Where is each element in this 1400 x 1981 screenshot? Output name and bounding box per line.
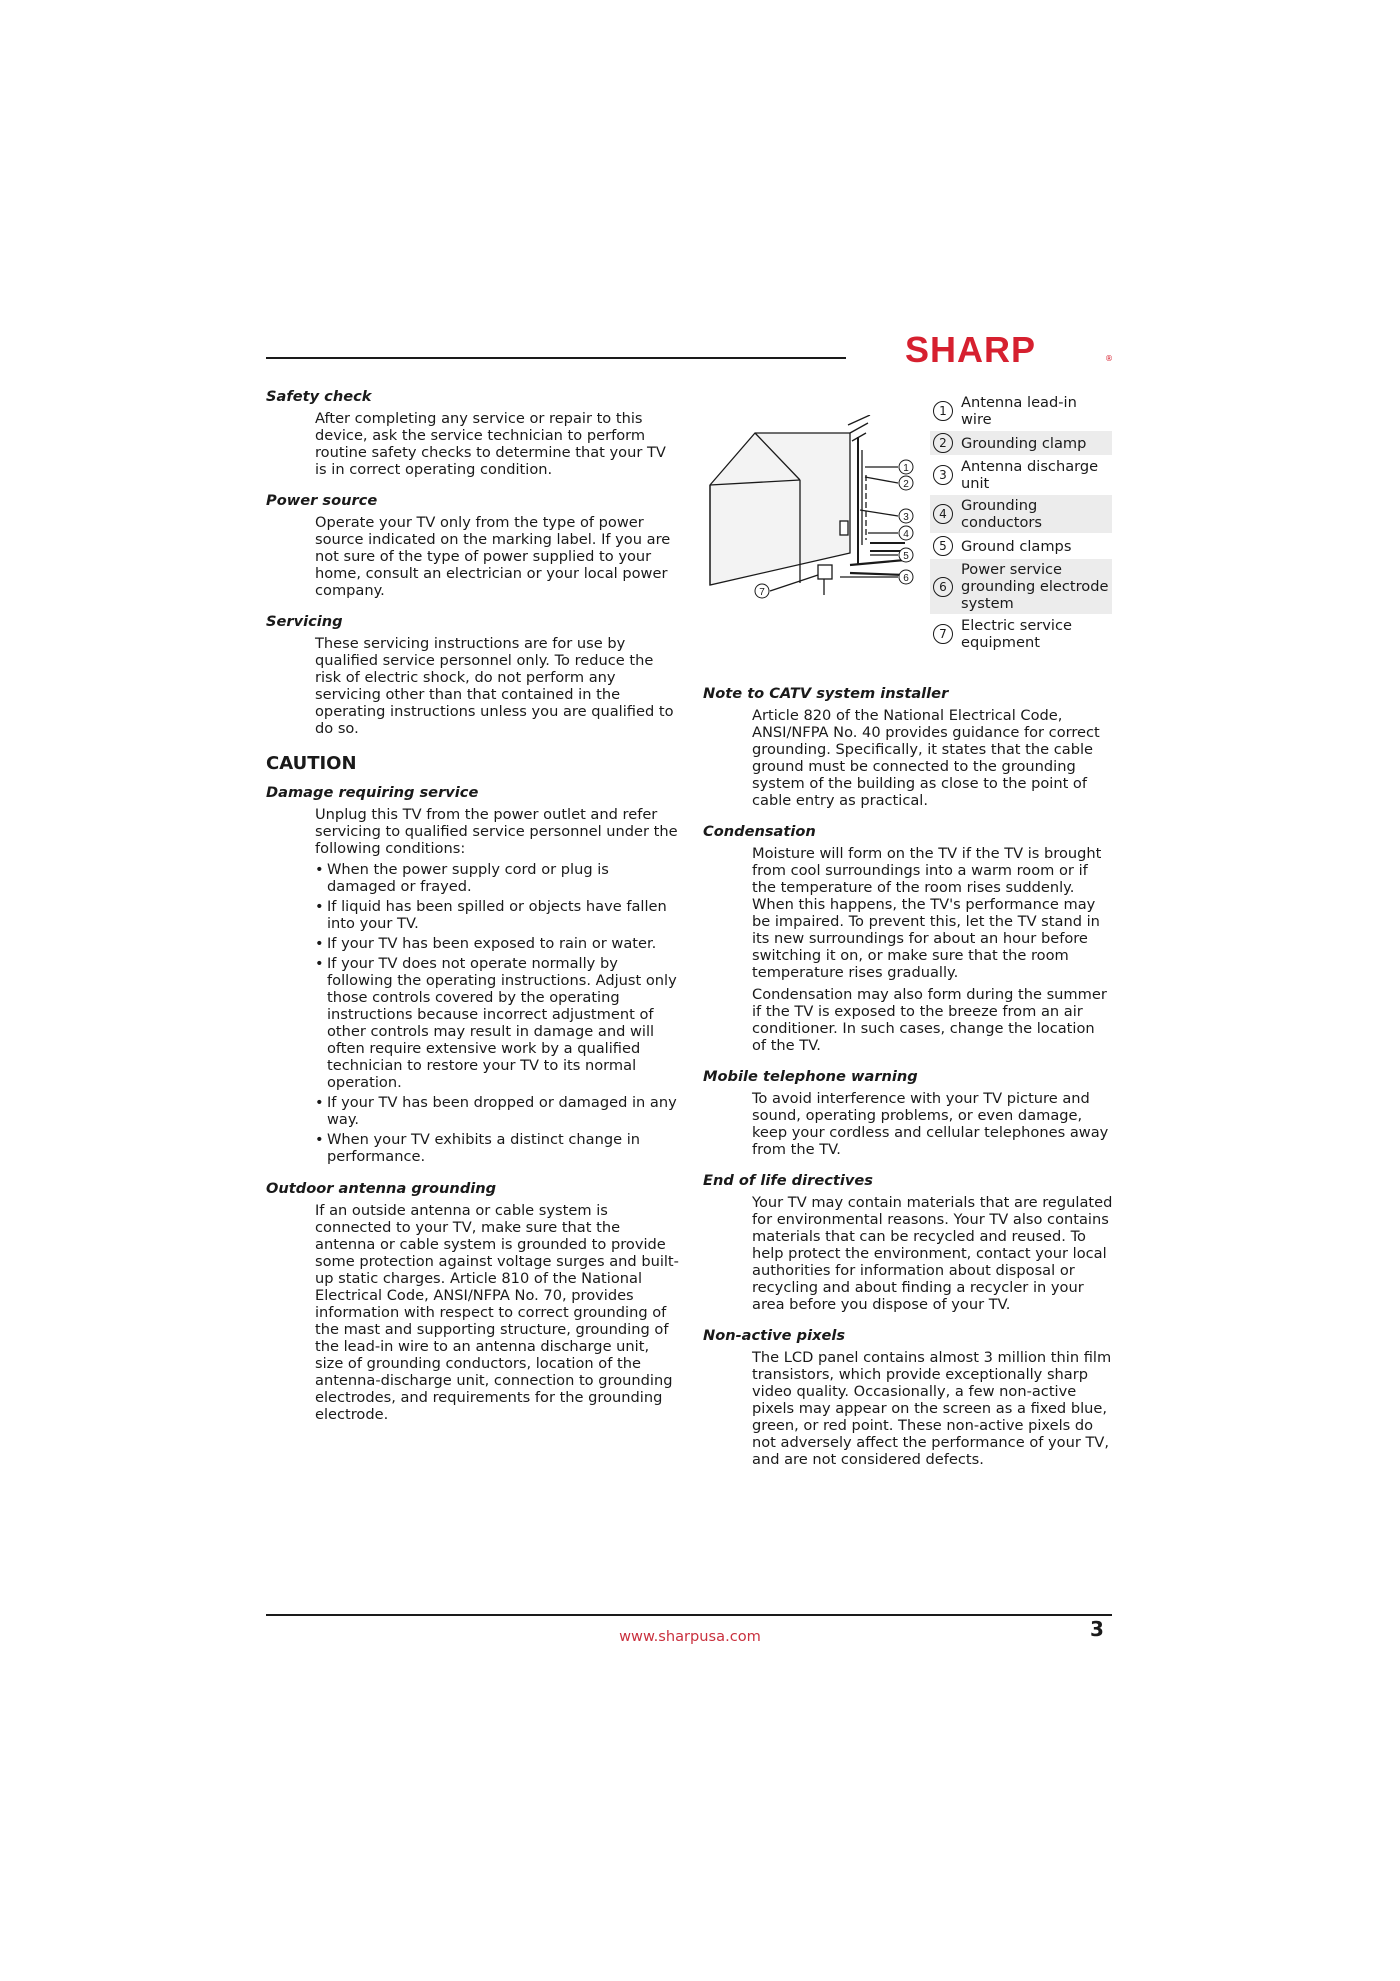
- legend-row: [930, 534, 1112, 559]
- legend-row: [930, 615, 1112, 654]
- legend-row: [930, 559, 1112, 615]
- legend-number: 3: [933, 465, 953, 485]
- legend-number: 7: [933, 624, 953, 644]
- power-source-heading: Power source: [266, 492, 378, 509]
- safety-check-text: After completing any service or repair to this device, ask the service technician to perform routine safety checks to determine that your TV is in correct operating condition.: [315, 410, 666, 478]
- header-rule: [266, 357, 846, 359]
- legend-label: Ground clamps: [961, 537, 1072, 555]
- diagram-callout-1: 1: [903, 463, 909, 474]
- list-item: • If your TV does not operate normally by following the operating instructions. Adjust only those controls covered by the operating instructions because incorrect adjustment of other controls may result in damage and will often require extensive work by a qualified technician to restore your TV to its normal operation.: [315, 955, 681, 1091]
- mobile-heading: Mobile telephone warning: [703, 1068, 918, 1085]
- diagram-callout-4: 4: [903, 529, 909, 540]
- diagram-callout-3: 3: [903, 512, 909, 523]
- left-column: [266, 388, 681, 1423]
- outdoor-text: If an outside antenna or cable system is connected to your TV, make sure that the antenna or cable system is grounded to provide some protection against voltage surges and built-up static charges. Article 810 of the National Electrical Code, ANSI/NFPA No. 70, provides information with respect to correct grounding of the mast and supporting structure, grounding of the lead-in wire to an antenna discharge unit, size of grounding conductors, location of the antenna-discharge unit, connection to grounding electrodes, and requirements for the grounding electrode.: [315, 1202, 679, 1423]
- end-of-life-heading: End of life directives: [703, 1172, 873, 1189]
- legend-label: Antenna discharge unit: [961, 458, 1099, 492]
- legend-number: 6: [933, 577, 953, 597]
- power-source-text: Operate your TV only from the type of power source indicated on the marking label. If you are not sure of the type of power supplied to your home, consult an electrician or your local power company.: [315, 514, 671, 599]
- legend-number: 2: [933, 433, 953, 453]
- damage-text: Unplug this TV from the power outlet and refer servicing to qualified service personnel under the following conditions:: [315, 806, 678, 857]
- legend-number: 1: [933, 401, 953, 421]
- list-item: • If your TV has been dropped or damaged in any way.: [315, 1094, 681, 1128]
- catv-heading: Note to CATV system installer: [703, 685, 949, 702]
- sharp-logo: [905, 330, 1115, 368]
- list-item: • When your TV exhibits a distinct change in performance.: [315, 1131, 681, 1165]
- legend-label: Grounding conductors: [961, 497, 1042, 531]
- list-item: • When the power supply cord or plug is damaged or frayed.: [315, 861, 681, 895]
- diagram-legend: [930, 392, 1112, 654]
- diagram-callout-6: 6: [903, 573, 909, 584]
- diagram-callout-2: 2: [903, 479, 909, 490]
- legend-number: 4: [933, 504, 953, 524]
- house-illustration: [700, 415, 930, 615]
- end-of-life-text: Your TV may contain materials that are regulated for environmental reasons. Your TV also contains materials that can be recycled and reused. To help protect the environment, contact your local authorities for information about disposal or recycling and about finding a recycler in your area before you dispose of your TV.: [752, 1194, 1113, 1313]
- footer-url-link[interactable]: www.sharpusa.com: [619, 1628, 761, 1645]
- condensation-text-1: Moisture will form on the TV if the TV is brought from cool surroundings into a warm room or if the temperature of the room rises suddenly. When this happens, the TV's performance may be impaired. To prevent this, let the TV stand in its new surroundings for about an hour before switching it on, or make sure that the room temperature rises gradually.: [752, 845, 1102, 981]
- antenna-grounding-diagram: [700, 415, 930, 615]
- condensation-heading: Condensation: [703, 823, 816, 840]
- diagram-callout-5: 5: [903, 551, 909, 562]
- legend-row: [930, 392, 1112, 431]
- outdoor-heading: Outdoor antenna grounding: [266, 1180, 497, 1197]
- registered-mark: ®: [1105, 354, 1113, 363]
- sharp-logo-text: SHARP: [905, 330, 1037, 368]
- page-number: 3: [1090, 1617, 1104, 1641]
- pixels-text: The LCD panel contains almost 3 million thin film transistors, which provide exceptionally sharp video quality. Occasionally, a few non-active pixels may appear on the screen as a fixed blue, green, or red point. These non-active pixels do not adversely affect the performance of your TV, and are not considered defects.: [752, 1349, 1112, 1468]
- catv-text: Article 820 of the National Electrical Code, ANSI/NFPA No. 40 provides guidance for correct grounding. Specifically, it states that the cable ground must be connected to the grounding system of the building as close to the point of cable entry as practical.: [752, 707, 1100, 809]
- diagram-callout-7: 7: [759, 587, 765, 598]
- servicing-text: These servicing instructions are for use by qualified service personnel only. To reduce the risk of electric shock, do not perform any servicing other than that contained in the operating instructions unless you are qualified to do so.: [315, 635, 674, 737]
- legend-number: 5: [933, 536, 953, 556]
- mobile-text: To avoid interference with your TV picture and sound, operating problems, or even damage, keep your cordless and cellular telephones away from the TV.: [752, 1090, 1109, 1158]
- legend-row: [930, 456, 1112, 495]
- legend-label: Power service grounding electrode system: [961, 561, 1109, 612]
- right-column: [703, 685, 1113, 1468]
- legend-label: Antenna lead-in wire: [961, 394, 1077, 428]
- damage-list: [315, 861, 681, 1165]
- pixels-heading: Non-active pixels: [703, 1327, 846, 1344]
- list-item: • If your TV has been exposed to rain or water.: [315, 935, 681, 952]
- damage-heading: Damage requiring service: [266, 784, 479, 801]
- safety-check-heading: Safety check: [266, 388, 372, 405]
- footer-rule: [266, 1614, 1112, 1616]
- legend-label: Electric service equipment: [961, 617, 1072, 651]
- condensation-text-2: Condensation may also form during the summer if the TV is exposed to the breeze from an air conditioner. In such cases, change the location of the TV.: [752, 986, 1107, 1054]
- sharp-logo-mark: [905, 330, 1115, 368]
- list-item: • If liquid has been spilled or objects have fallen into your TV.: [315, 898, 681, 932]
- legend-row: [930, 495, 1112, 534]
- legend-label: Grounding clamp: [961, 434, 1087, 452]
- legend-row: [930, 431, 1112, 456]
- caution-heading: CAUTION: [266, 753, 357, 774]
- servicing-heading: Servicing: [266, 613, 343, 630]
